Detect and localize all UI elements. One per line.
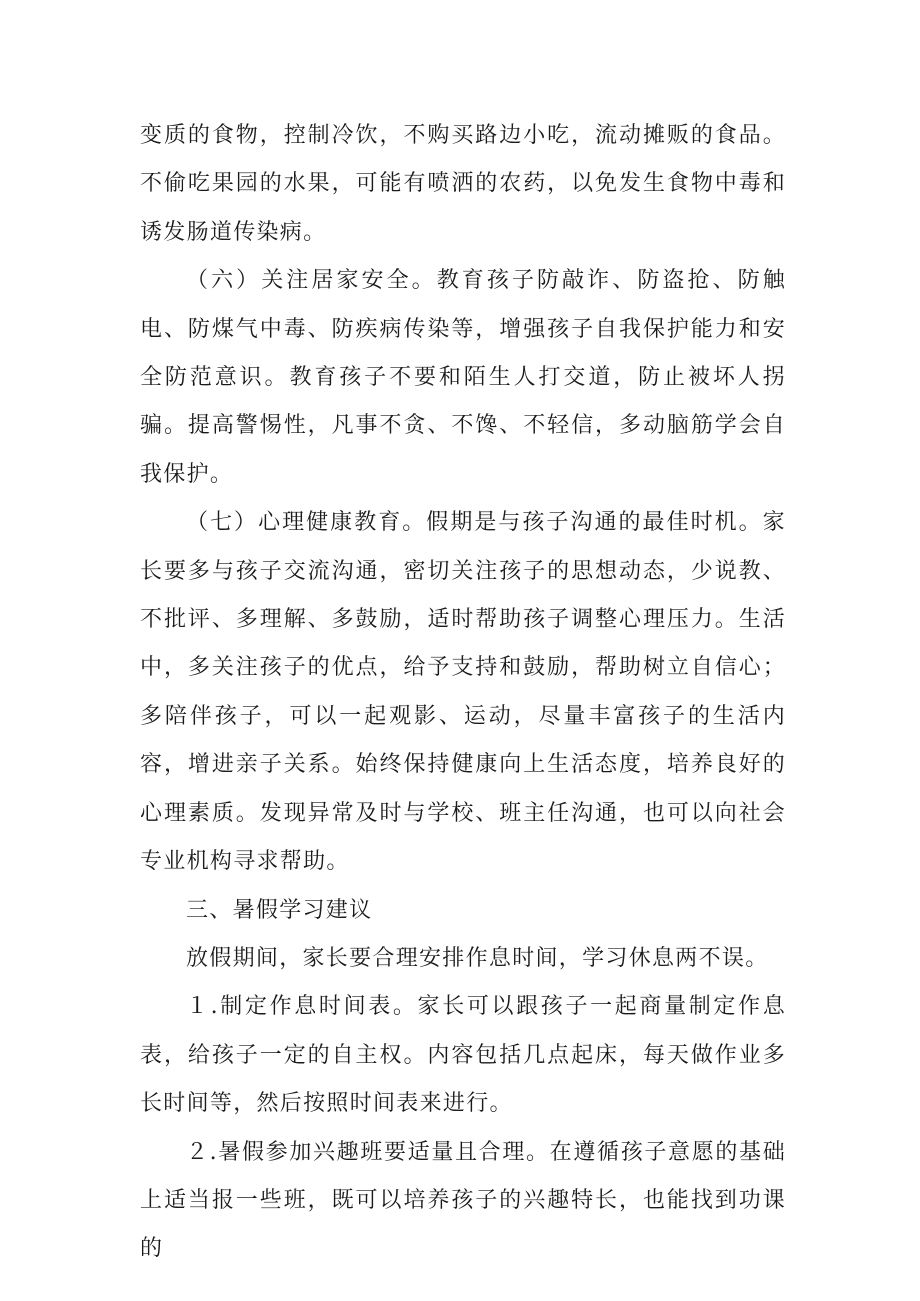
paragraph-mental-health: （七）心理健康教育。假期是与孩子沟通的最佳时机。家长要多与孩子交流沟通，密切关注孩子的思想动态，少说教、不批评、多理解、多鼓励，适时帮助孩子调整心理压力。生活中，多关注孩子的优点，给予支持和鼓励，帮助树立自信心；多陪伴孩子，可以一起观影、运动，尽量丰富孩子的生活内容，增进亲子关系。始终保持健康向上生活态度，培养良好的心理素质。发现异常及时与学校、班主任沟通，也可以向社会专业机构寻求帮助。	[140, 510, 786, 875]
document-body	[140, 112, 786, 1274]
section-heading-study-advice: 三、暑假学习建议	[186, 897, 373, 923]
paragraph-interest-classes: ２.暑假参加兴趣班要适量且合理。在遵循孩子意愿的基础上适当报一些班，既可以培养孩子的兴趣特长，也能找到功课的	[140, 1139, 786, 1262]
paragraph-food-safety-continued: 变质的食物，控制冷饮，不购买路边小吃，流动摊贩的食品。不偷吃果园的水果，可能有喷洒的农药，以免发生食物中毒和诱发肠道传染病。	[140, 123, 786, 245]
paragraph-schedule: １.制定作息时间表。家长可以跟孩子一起商量制定作息表，给孩子一定的自主权。内容包括几点起床，每天做作业多长时间等，然后按照时间表来进行。	[140, 994, 786, 1117]
paragraph-home-safety: （六）关注居家安全。教育孩子防敲诈、防盗抢、防触电、防煤气中毒、防疾病传染等，增强孩子自我保护能力和安全防范意识。教育孩子不要和陌生人打交道，防止被坏人拐骗。提高警惕性，凡事不贪、不馋、不轻信，多动脑筋学会自我保护。	[140, 268, 786, 487]
paragraph-study-intro: 放假期间，家长要合理安排作息时间，学习休息两不误。	[186, 945, 769, 971]
